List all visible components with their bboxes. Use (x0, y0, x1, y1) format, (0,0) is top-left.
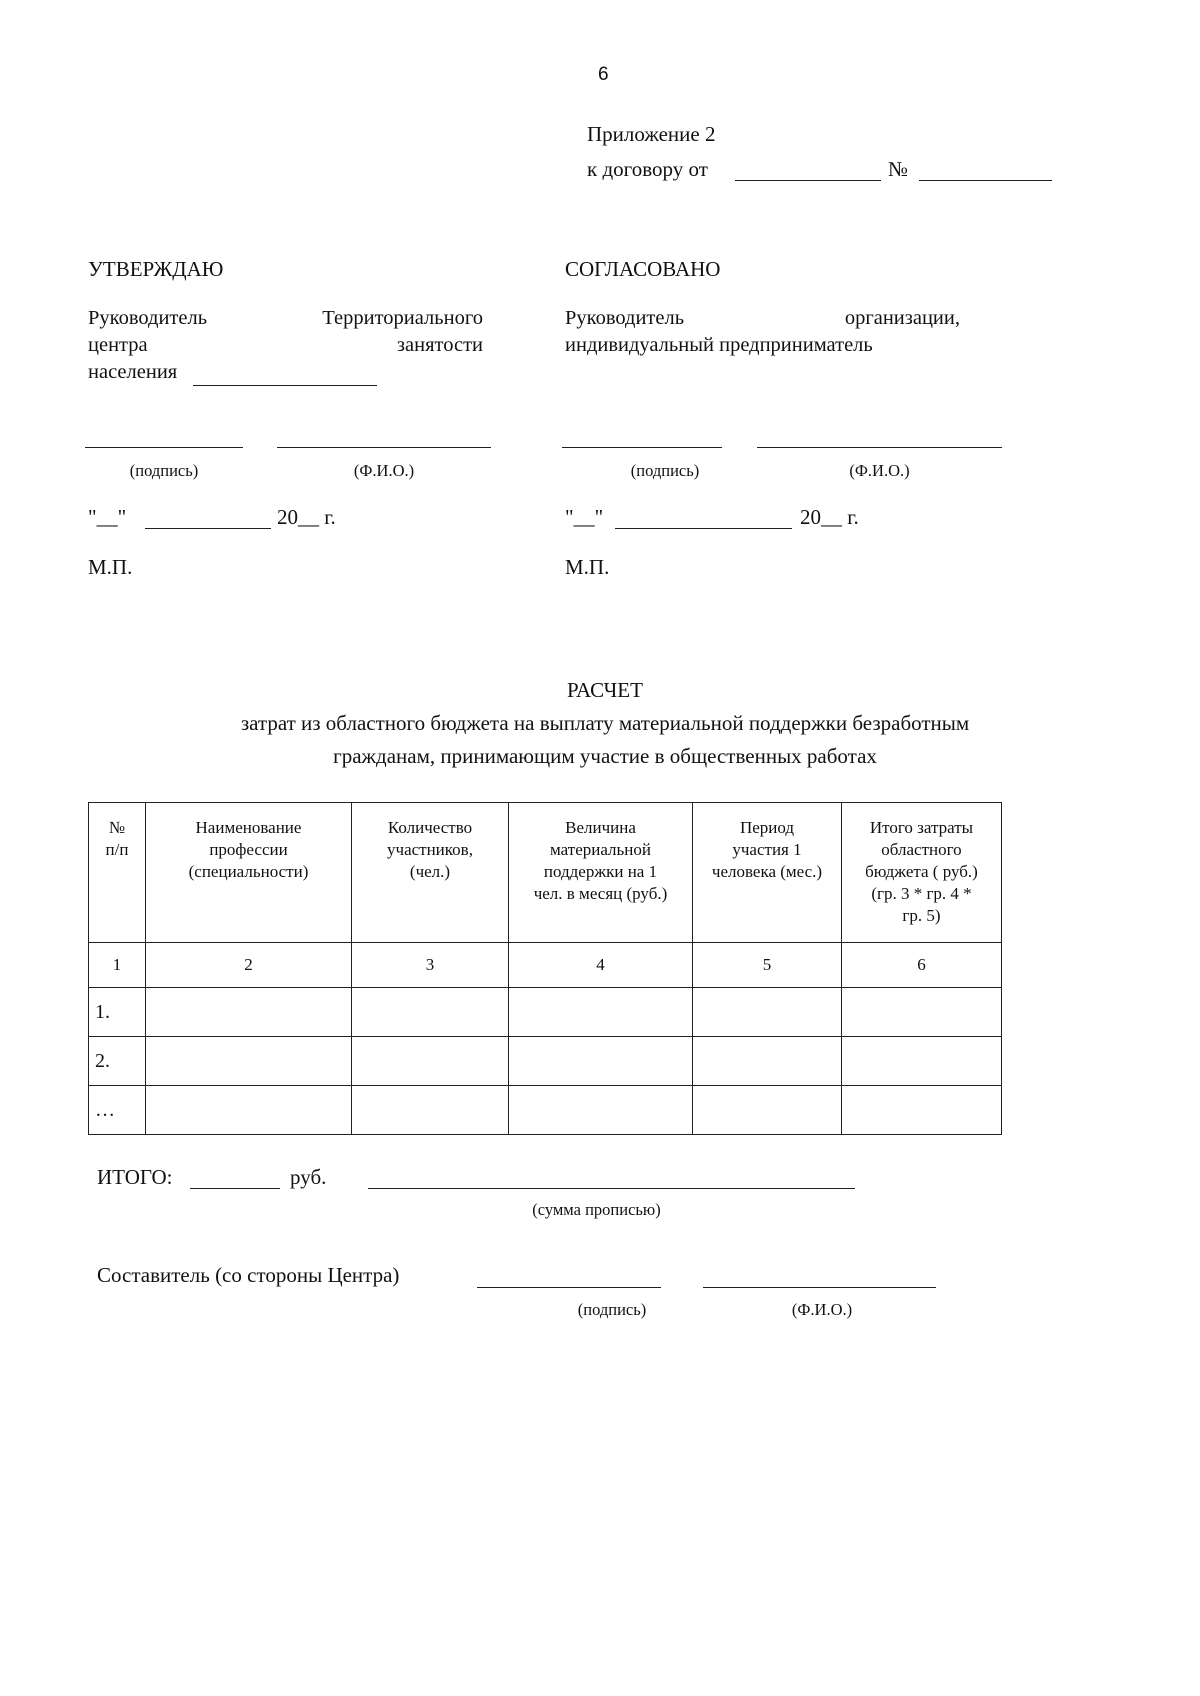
column-number: 4 (509, 943, 693, 988)
compiler-signature-caption: (подпись) (577, 1300, 647, 1319)
contract-date-field[interactable] (735, 180, 881, 181)
right-signature-caption: (подпись) (630, 461, 700, 480)
table-cell[interactable] (352, 988, 509, 1037)
column-number: 6 (842, 943, 1002, 988)
right-line2: индивидуальный предприниматель (565, 334, 873, 356)
header-col-1: № п/п (89, 803, 146, 943)
table-cell[interactable] (693, 1037, 842, 1086)
right-name-field[interactable] (757, 447, 1002, 448)
row-number: 1. (89, 988, 146, 1037)
contract-prefix: к договору от (587, 157, 708, 181)
total-label: ИТОГО: (97, 1165, 173, 1189)
left-line2-word1: центра (88, 334, 148, 356)
table-cell[interactable] (842, 1037, 1002, 1086)
table-cell[interactable] (146, 1037, 352, 1086)
page-number: 6 (598, 64, 609, 85)
left-line1-word1: Руководитель (88, 307, 208, 329)
total-currency: руб. (290, 1165, 327, 1189)
table-cell[interactable] (693, 1086, 842, 1135)
left-date-month-field[interactable] (145, 528, 271, 529)
number-sign: № (888, 157, 909, 181)
column-number: 5 (693, 943, 842, 988)
column-number-row (89, 943, 1002, 988)
appendix-title: Приложение 2 (587, 122, 716, 146)
table-row (89, 1037, 1002, 1086)
total-amount-field[interactable] (190, 1188, 280, 1189)
left-name-caption: (Ф.И.О.) (353, 461, 415, 480)
approve-heading: УТВЕРЖДАЮ (88, 257, 224, 281)
left-line1-word2: Территориального (322, 307, 483, 329)
table-cell[interactable] (352, 1037, 509, 1086)
agreed-heading: СОГЛАСОВАНО (565, 257, 721, 281)
header-col-2: Наименование профессии (специальности) (146, 803, 352, 943)
total-words-caption: (сумма прописью) (532, 1200, 661, 1219)
row-number: … (89, 1086, 146, 1135)
compiler-name-caption: (Ф.И.О.) (791, 1300, 853, 1319)
left-stamp: М.П. (88, 555, 133, 579)
compiler-signature-field[interactable] (477, 1287, 661, 1288)
table-cell[interactable] (352, 1086, 509, 1135)
row-number: 2. (89, 1037, 146, 1086)
header-col-4: Величина материальной поддержки на 1 чел. в месяц (руб.) (509, 803, 693, 943)
right-position-text (565, 305, 960, 359)
left-signature-field[interactable] (85, 447, 243, 448)
column-number: 3 (352, 943, 509, 988)
left-date-year: 20__ г. (277, 505, 336, 529)
right-line1-word2: организации, (844, 307, 960, 329)
table-row (89, 1086, 1002, 1135)
table-row (89, 988, 1002, 1037)
right-name-caption: (Ф.И.О.) (849, 461, 910, 480)
left-line3: населения (88, 361, 178, 383)
total-words-field[interactable] (368, 1188, 855, 1189)
compiler-label: Составитель (со стороны Центра) (97, 1263, 400, 1287)
calculation-subtitle-line1: затрат из областного бюджета на выплату материальной поддержки безработным (240, 711, 970, 735)
right-signature-field[interactable] (562, 447, 722, 448)
right-date-day: "__" (565, 505, 604, 529)
column-number: 2 (146, 943, 352, 988)
appendix-contract-line (587, 157, 708, 182)
table-cell[interactable] (693, 988, 842, 1037)
contract-number-field[interactable] (919, 180, 1052, 181)
table-cell[interactable] (509, 988, 693, 1037)
column-number: 1 (89, 943, 146, 988)
left-name-field[interactable] (277, 447, 491, 448)
header-col-3: Количество участников, (чел.) (352, 803, 509, 943)
table-cell[interactable] (146, 1086, 352, 1135)
table-cell[interactable] (509, 1037, 693, 1086)
table-cell[interactable] (146, 988, 352, 1037)
table-header-row (89, 803, 1002, 943)
left-signature-caption: (подпись) (129, 461, 199, 480)
left-line2-word2: занятости (396, 334, 483, 356)
left-position-text (88, 305, 483, 386)
compiler-name-field[interactable] (703, 1287, 936, 1288)
header-col-5: Период участия 1 человека (мес.) (693, 803, 842, 943)
right-date-year: 20__ г. (800, 505, 859, 529)
right-date-month-field[interactable] (615, 528, 792, 529)
right-stamp: М.П. (565, 555, 610, 579)
right-line1-word1: Руководитель (565, 307, 685, 329)
table-cell[interactable] (842, 988, 1002, 1037)
calculation-title: РАСЧЕТ (567, 678, 643, 702)
left-center-name-field[interactable] (193, 385, 377, 386)
calculation-subtitle-line2: гражданам, принимающим участие в общественных работах (333, 744, 877, 768)
table-cell[interactable] (842, 1086, 1002, 1135)
left-date-day: "__" (88, 505, 127, 529)
header-col-6: Итого затраты областного бюджета ( руб.) (гр. 3 * гр. 4 * гр. 5) (842, 803, 1002, 943)
calculation-table (88, 802, 1001, 1135)
table-cell[interactable] (509, 1086, 693, 1135)
